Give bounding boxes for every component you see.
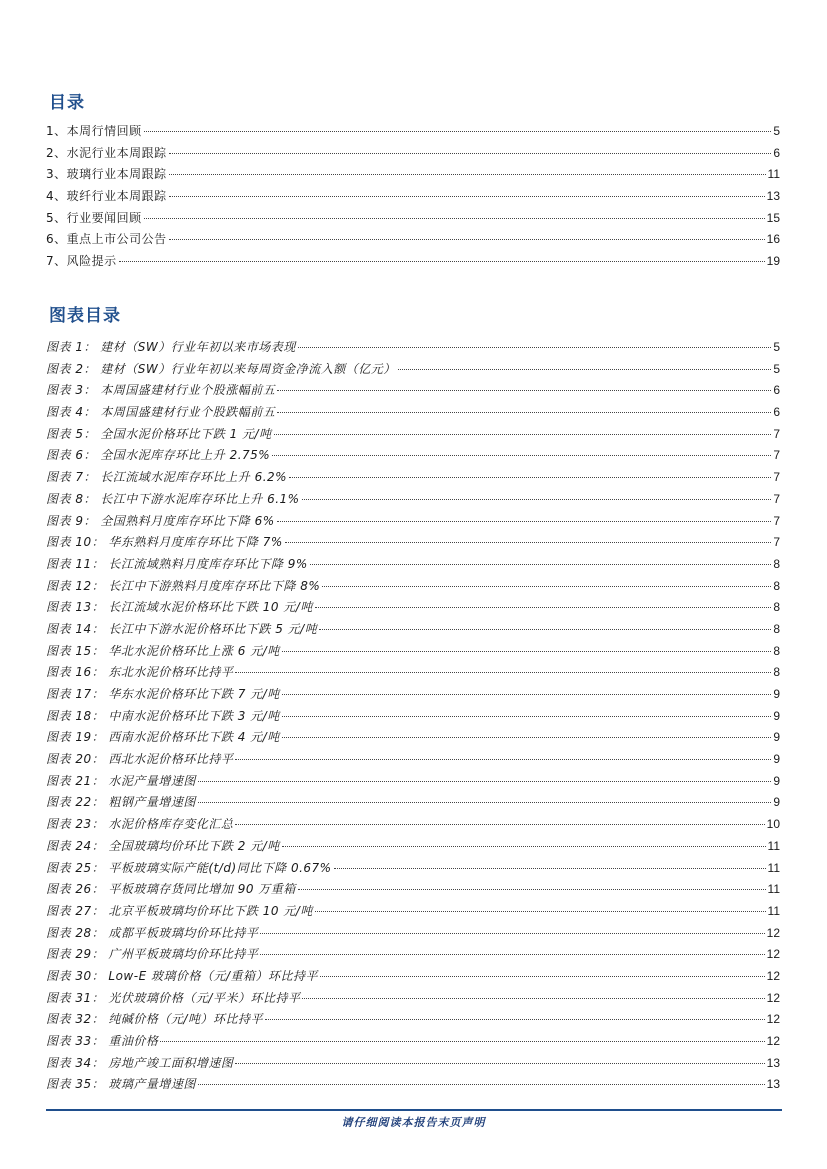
figure-entry-label: 图表 12： 长江中下游熟料月度库存环比下降 8%	[46, 578, 321, 593]
figure-entry[interactable]	[46, 489, 780, 511]
toc-entry-page-number: 16	[766, 232, 780, 247]
figure-entry[interactable]	[46, 966, 780, 988]
dot-leader	[144, 218, 765, 219]
figure-entry[interactable]	[46, 380, 780, 402]
dot-leader	[277, 390, 771, 391]
toc-entry-page-number: 6	[773, 145, 780, 160]
figure-entry-label: 图表 34： 房地产竣工面积增速图	[46, 1055, 234, 1070]
figure-entry-label: 图表 24： 全国玻璃均价环比下跌 2 元/吨	[46, 838, 280, 853]
figure-entry[interactable]	[46, 727, 780, 749]
dot-leader	[315, 607, 771, 608]
dot-leader	[282, 716, 772, 717]
figure-entry[interactable]	[46, 684, 780, 706]
figure-entry[interactable]	[46, 597, 780, 619]
figure-entry[interactable]	[46, 445, 780, 467]
figure-entry-page-number: 8	[773, 556, 780, 571]
figure-entry[interactable]	[46, 511, 780, 533]
figure-entry[interactable]	[46, 641, 780, 663]
figure-entry[interactable]	[46, 901, 780, 923]
figure-entry-page-number: 6	[773, 405, 780, 420]
figure-entry[interactable]	[46, 337, 780, 359]
toc-entry[interactable]	[46, 143, 780, 165]
dot-leader	[235, 824, 764, 825]
figure-entry-label: 图表 15： 华北水泥价格环比上涨 6 元/吨	[46, 643, 280, 658]
toc-entry[interactable]	[46, 164, 780, 186]
figure-entry-label: 图表 18： 中南水泥价格环比下跌 3 元/吨	[46, 708, 280, 723]
figure-entry-page-number: 12	[766, 990, 780, 1005]
figure-entry-page-number: 11	[767, 903, 780, 918]
dot-leader	[235, 1063, 764, 1064]
figure-entry[interactable]	[46, 749, 780, 771]
dot-leader	[169, 174, 766, 175]
dot-leader	[334, 868, 766, 869]
figure-entry-label: 图表 4： 本周国盛建材行业个股跌幅前五	[46, 405, 276, 420]
figure-entry-label: 图表 2： 建材（SW）行业年初以来每周资金净流入额（亿元）	[46, 361, 396, 376]
dot-leader	[310, 564, 772, 565]
figure-entry-page-number: 7	[773, 535, 780, 550]
toc-entry-page-number: 13	[766, 189, 780, 204]
figure-entry-label: 图表 17： 华东水泥价格环比下跌 7 元/吨	[46, 687, 280, 701]
figure-entry-label: 图表 32： 纯碱价格（元/吨）环比持平	[46, 1012, 263, 1027]
figure-entry-label: 图表 3： 本周国盛建材行业个股涨幅前五	[46, 383, 276, 398]
figure-entry-page-number: 11	[767, 838, 780, 853]
dot-leader	[320, 976, 765, 977]
figure-entry-label: 图表 8： 长江中下游水泥库存环比上升 6.1%	[46, 491, 300, 506]
figure-entry-page-number: 12	[766, 925, 780, 940]
figure-entry-label: 图表 35： 玻璃产量增速图	[46, 1077, 196, 1092]
dot-leader	[277, 521, 772, 522]
dot-leader	[282, 651, 772, 652]
figure-entry[interactable]	[46, 1053, 780, 1075]
figure-entry-label: 图表 21： 水泥产量增速图	[46, 773, 196, 788]
figure-entry[interactable]	[46, 944, 780, 966]
dot-leader	[322, 586, 771, 587]
dot-leader	[315, 911, 766, 912]
figure-entry-label: 图表 27： 北京平板玻璃均价环比下跌 10 元/吨	[46, 903, 313, 918]
dot-leader	[198, 802, 771, 803]
figure-entry-label: 图表 26： 平板玻璃存货同比增加 90 万重箱	[46, 882, 296, 897]
figure-entry[interactable]	[46, 424, 780, 446]
figure-entry-page-number: 12	[766, 947, 780, 962]
figure-entry-page-number: 5	[773, 361, 780, 376]
dot-leader	[298, 347, 772, 348]
figure-entry-label: 图表 10： 华东熟料月度库存环比下降 7%	[46, 535, 283, 550]
figure-entry-label: 图表 1： 建材（SW）行业年初以来市场表现	[46, 340, 296, 354]
toc-list	[46, 121, 780, 273]
figure-entry-page-number: 7	[773, 470, 780, 485]
dot-leader	[235, 672, 771, 673]
toc-entry-page-number: 15	[766, 210, 780, 225]
figure-entry-label: 图表 11： 长江流域熟料月度库存环比下降 9%	[46, 556, 308, 571]
figure-entry-page-number: 8	[773, 600, 780, 615]
dot-leader	[260, 954, 764, 955]
toc-entry-page-number: 5	[773, 124, 780, 138]
figure-entry-page-number: 10	[766, 817, 780, 832]
toc-entry[interactable]	[46, 121, 780, 143]
figure-entry[interactable]	[46, 1031, 780, 1053]
dot-leader	[398, 369, 772, 370]
toc-entry[interactable]	[46, 186, 780, 208]
figure-entry-label: 图表 29： 广州平板玻璃均价环比持平	[46, 947, 259, 962]
figure-entry[interactable]	[46, 1074, 780, 1096]
figure-entry[interactable]	[46, 923, 780, 945]
figure-entry-page-number: 11	[767, 882, 780, 897]
figure-entry-page-number: 9	[773, 752, 780, 767]
figure-entry-page-number: 8	[773, 665, 780, 680]
dot-leader	[298, 889, 766, 890]
figure-entry-label: 图表 9： 全国熟料月度库存环比下降 6%	[46, 513, 275, 528]
figure-entry-label: 图表 7： 长江流域水泥库存环比上升 6.2%	[46, 470, 288, 485]
dot-leader	[169, 196, 765, 197]
toc-entry-page-number: 19	[766, 254, 780, 269]
figure-entry-page-number: 13	[766, 1055, 780, 1070]
figure-entry-label: 图表 13： 长江流域水泥价格环比下跌 10 元/吨	[46, 600, 313, 615]
figure-entry-page-number: 9	[773, 730, 780, 745]
dot-leader	[119, 261, 765, 262]
figure-entry-label: 图表 31： 光伏玻璃价格（元/平米）环比持平	[46, 990, 301, 1005]
figure-entry-label: 图表 33： 重油价格	[46, 1034, 159, 1048]
figure-entry-page-number: 12	[766, 968, 780, 983]
toc-entry[interactable]	[46, 229, 780, 251]
figure-entry-page-number: 9	[773, 687, 780, 701]
figure-entry-page-number: 13	[766, 1077, 780, 1092]
footer-disclaimer: 请仔细阅读本报告末页声明	[341, 1116, 486, 1129]
toc-title: 目录	[49, 93, 85, 113]
dot-leader	[274, 434, 772, 435]
figure-entry[interactable]	[46, 858, 780, 880]
figure-entry-page-number: 7	[773, 448, 780, 463]
figure-entry[interactable]	[46, 467, 780, 489]
dot-leader	[260, 933, 764, 934]
figure-entry-page-number: 11	[767, 860, 780, 875]
dot-leader	[277, 412, 771, 413]
toc-entry-page-number: 11	[767, 167, 780, 182]
figure-entry[interactable]	[46, 359, 780, 381]
toc-entry-label: 5、行业要闻回顾	[46, 210, 142, 225]
figure-entry-label: 图表 16： 东北水泥价格环比持平	[46, 665, 234, 680]
figure-entry-page-number: 9	[773, 708, 780, 723]
figure-entry-page-number: 8	[773, 621, 780, 636]
dot-leader	[302, 499, 772, 500]
figure-entry-page-number: 12	[766, 1034, 780, 1048]
figure-entry-page-number: 8	[773, 578, 780, 593]
toc-entry-label: 6、重点上市公司公告	[46, 232, 167, 247]
dot-leader	[302, 998, 764, 999]
figures-title: 图表目录	[49, 306, 121, 326]
figure-entry-label: 图表 6： 全国水泥库存环比上升 2.75%	[46, 448, 271, 463]
toc-entry[interactable]	[46, 251, 780, 273]
figure-entry-page-number: 6	[773, 383, 780, 398]
dot-leader	[169, 239, 765, 240]
figure-entry-page-number: 8	[773, 643, 780, 658]
dot-leader	[198, 1084, 765, 1085]
dot-leader	[282, 737, 772, 738]
figure-entry[interactable]	[46, 771, 780, 793]
figure-entry[interactable]	[46, 554, 780, 576]
figure-entry-label: 图表 5： 全国水泥价格环比下跌 1 元/吨	[46, 426, 272, 441]
figure-entry-page-number: 7	[773, 513, 780, 528]
toc-entry[interactable]	[46, 208, 780, 230]
figure-entry-label: 图表 28： 成都平板玻璃均价环比持平	[46, 925, 259, 940]
figure-entry[interactable]	[46, 532, 780, 554]
dot-leader	[144, 131, 772, 132]
figure-entry-label: 图表 30： Low-E 玻璃价格（元/重箱）环比持平	[46, 968, 319, 983]
dot-leader	[198, 781, 771, 782]
figure-entry[interactable]	[46, 1009, 780, 1031]
dot-leader	[272, 455, 771, 456]
toc-entry-label: 4、玻纤行业本周跟踪	[46, 189, 167, 204]
toc-entry-label: 7、风险提示	[46, 254, 117, 269]
dot-leader	[169, 153, 772, 154]
dot-leader	[235, 759, 771, 760]
figure-entry-label: 图表 14： 长江中下游水泥价格环比下跌 5 元/吨	[46, 621, 318, 636]
figure-entry[interactable]	[46, 836, 780, 858]
dot-leader	[289, 477, 771, 478]
figure-entry[interactable]	[46, 576, 780, 598]
figures-list	[46, 337, 780, 1096]
footer-divider	[46, 1109, 782, 1111]
figure-entry-label: 图表 23： 水泥价格库存变化汇总	[46, 817, 234, 832]
figure-entry[interactable]	[46, 814, 780, 836]
toc-entry-label: 3、玻璃行业本周跟踪	[46, 167, 167, 182]
figure-entry-page-number: 5	[773, 340, 780, 354]
figure-entry[interactable]	[46, 792, 780, 814]
figure-entry-label: 图表 19： 西南水泥价格环比下跌 4 元/吨	[46, 730, 280, 745]
figure-entry[interactable]	[46, 879, 780, 901]
figure-entry[interactable]	[46, 662, 780, 684]
dot-leader	[282, 694, 772, 695]
dot-leader	[160, 1041, 764, 1042]
figure-entry-page-number: 7	[773, 426, 780, 441]
figure-entry[interactable]	[46, 988, 780, 1010]
figure-entry-label: 图表 22： 粗钢产量增速图	[46, 795, 196, 810]
toc-entry-label: 2、水泥行业本周跟踪	[46, 145, 167, 160]
figure-entry[interactable]	[46, 706, 780, 728]
figure-entry-page-number: 9	[773, 773, 780, 788]
figure-entry[interactable]	[46, 619, 780, 641]
figure-entry-page-number: 7	[773, 491, 780, 506]
dot-leader	[282, 846, 766, 847]
figure-entry-page-number: 9	[773, 795, 780, 810]
figure-entry[interactable]	[46, 402, 780, 424]
figure-entry-page-number: 12	[766, 1012, 780, 1027]
dot-leader	[319, 629, 771, 630]
dot-leader	[285, 542, 772, 543]
dot-leader	[265, 1019, 765, 1020]
figure-entry-label: 图表 20： 西北水泥价格环比持平	[46, 752, 234, 767]
toc-entry-label: 1、本周行情回顾	[46, 124, 142, 138]
figure-entry-label: 图表 25： 平板玻璃实际产能(t/d)同比下降 0.67%	[46, 860, 332, 875]
